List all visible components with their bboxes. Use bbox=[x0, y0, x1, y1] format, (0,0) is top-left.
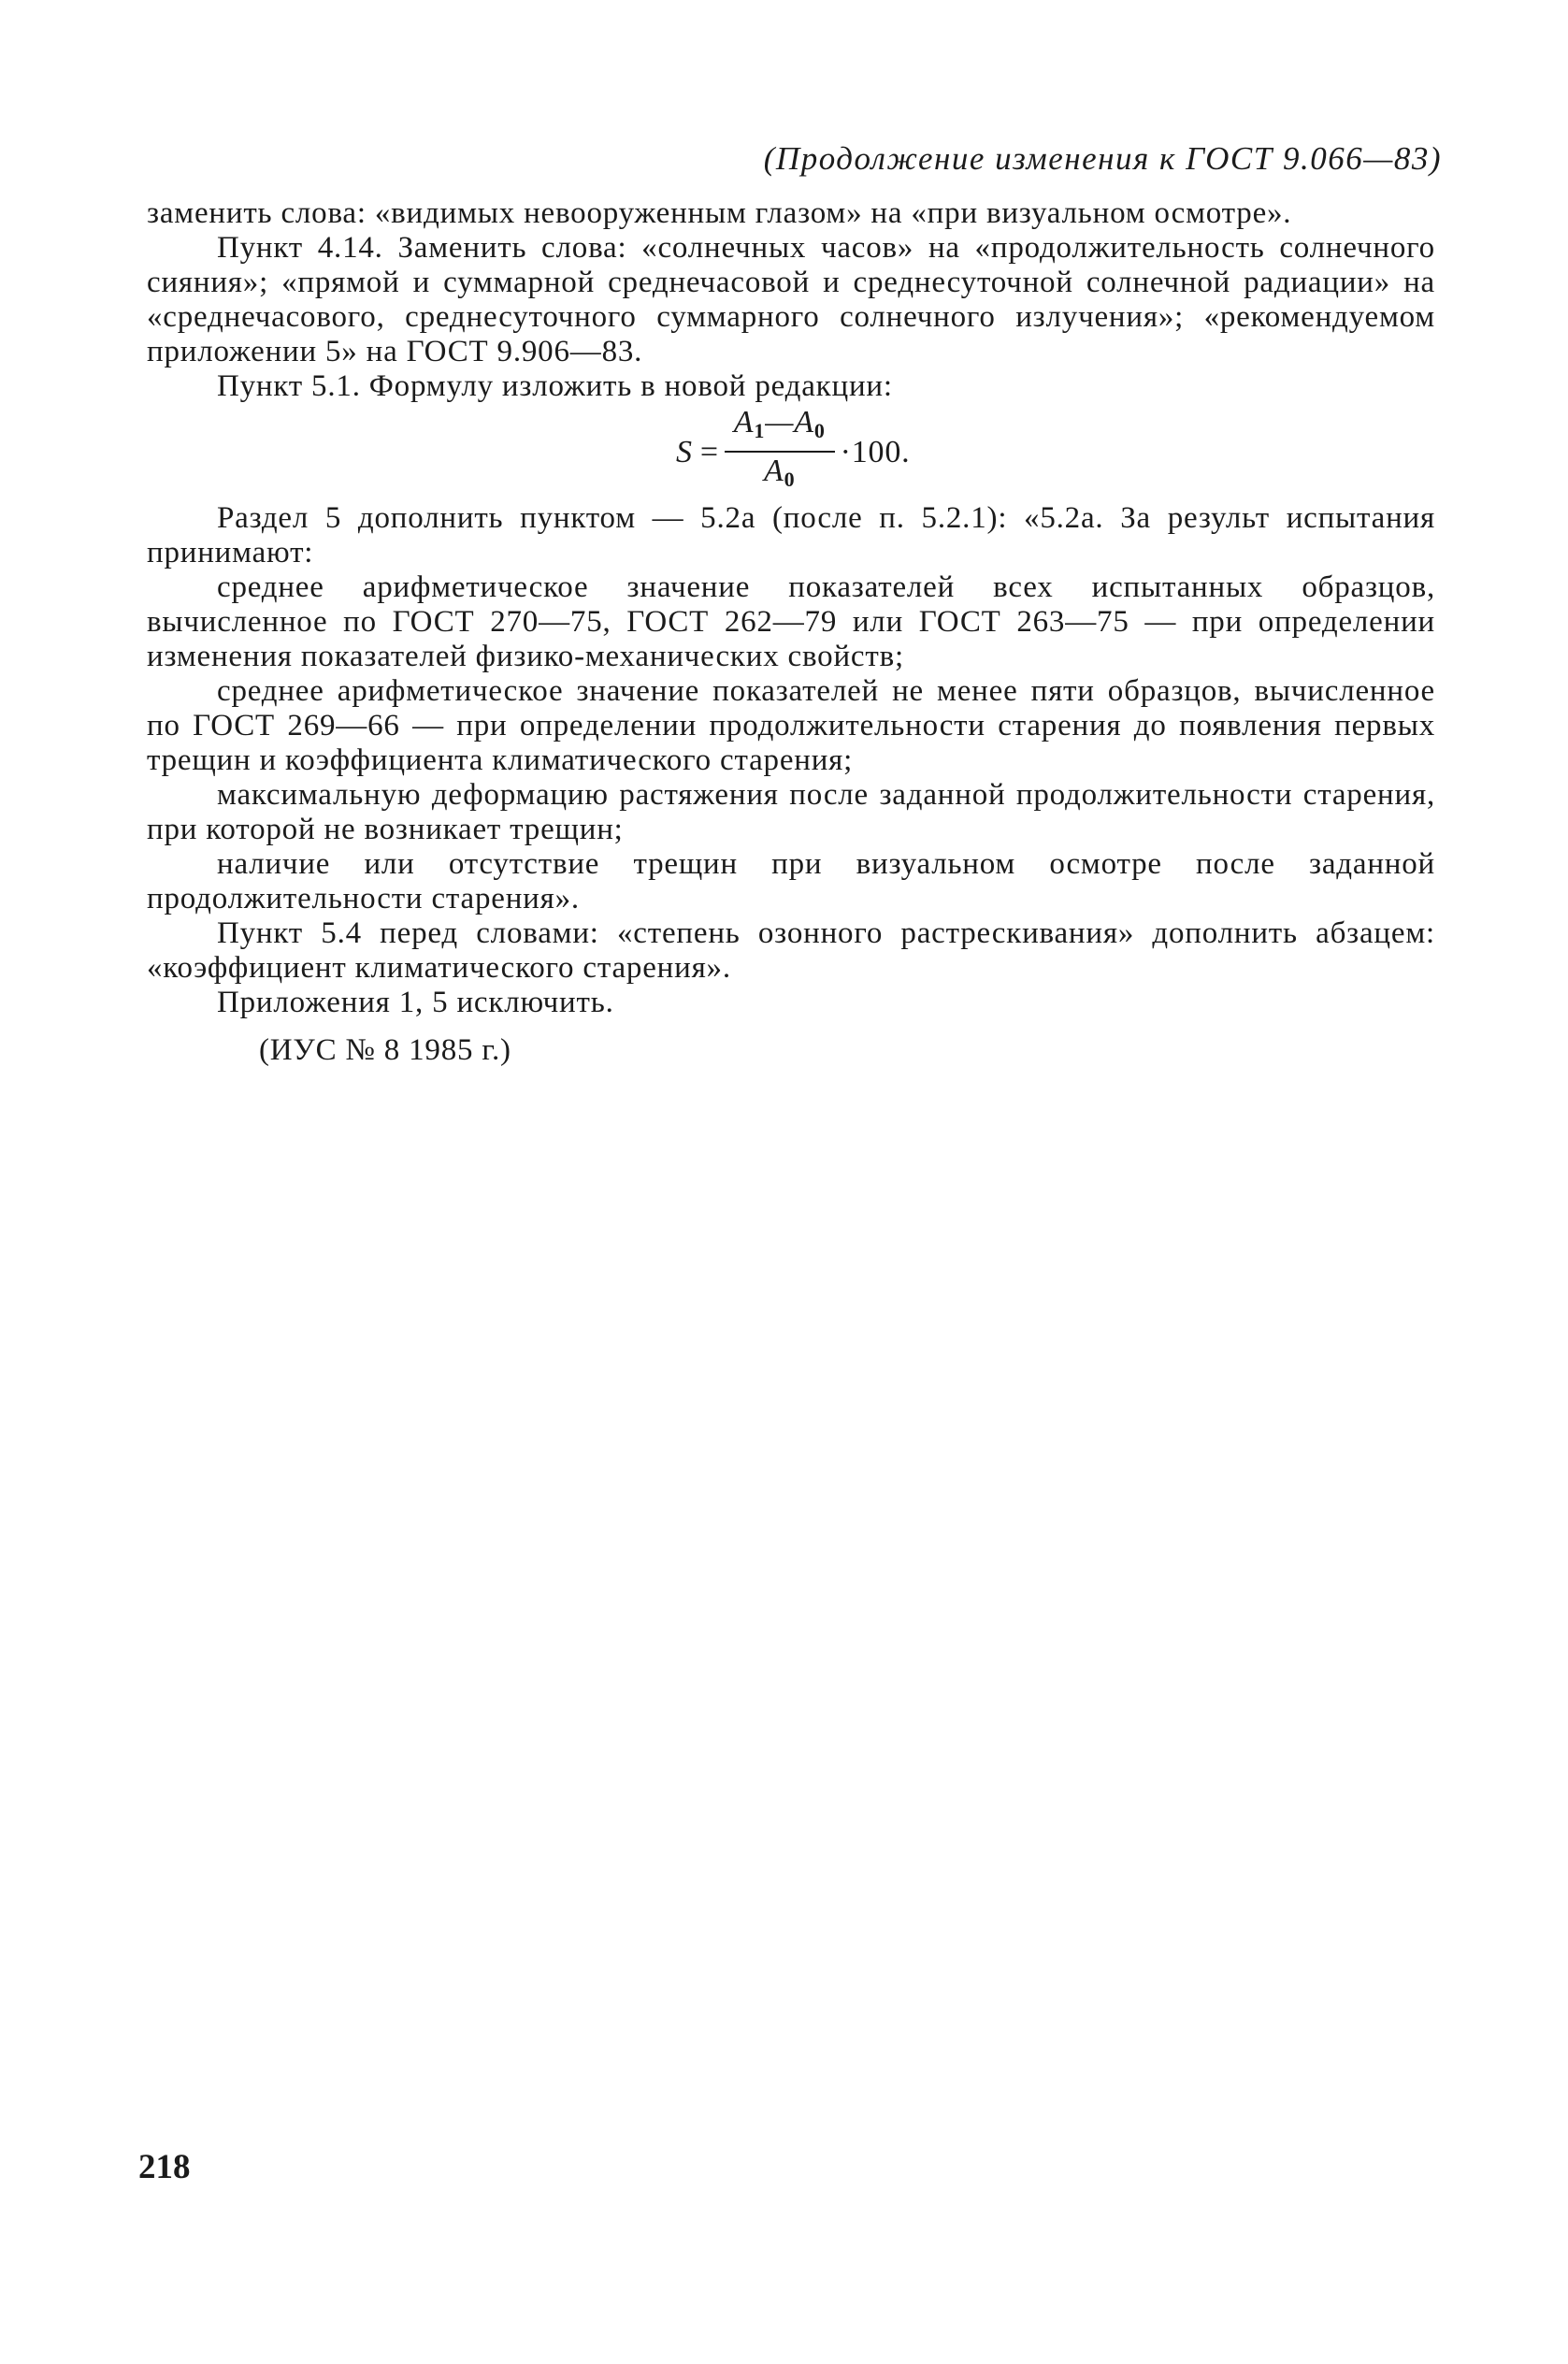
formula-equals: = bbox=[699, 434, 719, 469]
source-note: (ИУС № 8 1985 г.) bbox=[259, 1033, 511, 1067]
paragraph-continuation: заменить слова: «видимых невооруженным глазом» на «при визуальном осмотре». bbox=[147, 196, 1292, 230]
formula-denominator bbox=[764, 453, 795, 498]
paragraph-item-5-4: Пункт 5.4 перед словами: «степень озонного растрескивания» дополнить абзацем: «коэффициент климатического старения». bbox=[147, 916, 1435, 985]
paragraph-cracks: наличие или отсутствие трещин при визуальном осмотре после заданной продолжительности старения». bbox=[147, 847, 1435, 915]
formula bbox=[147, 405, 1435, 492]
paragraph-item-5-1: Пункт 5.1. Формулу изложить в новой редакции: bbox=[217, 369, 893, 403]
paragraph-max-deformation: максимальную деформацию растяжения после заданной продолжительности старения, при которой не возникает трещин; bbox=[147, 778, 1435, 846]
page-number: 218 bbox=[138, 2148, 191, 2186]
formula-fraction bbox=[725, 405, 835, 498]
document-body bbox=[147, 196, 1435, 1068]
formula-lhs: S bbox=[676, 434, 693, 469]
formula-numerator bbox=[725, 405, 835, 453]
paragraph-section-5: Раздел 5 дополнить пунктом — 5.2а (после п. 5.2.1): «5.2а. За результ испытания принимают: bbox=[147, 501, 1435, 569]
numerator-b: A bbox=[794, 405, 814, 440]
numerator-a-subscript: 1 bbox=[754, 419, 766, 442]
denominator-a: A bbox=[764, 454, 784, 488]
paragraph-appendices: Приложения 1, 5 исключить. bbox=[217, 986, 614, 1019]
denominator-subscript: 0 bbox=[784, 468, 796, 491]
page-header: (Продолжение изменения к ГОСТ 9.066—83) bbox=[763, 140, 1442, 177]
paragraph-item-4-14: Пункт 4.14. Заменить слова: «солнечных часов» на «продолжительность солнечного сияния»; «прямой и суммарной среднечасовой и среднесуточной солнечной радиации» на «среднечасового, среднесуточного суммарного солнечного излучения»; «рекомендуемом приложении 5» на ГОСТ 9.906—83. bbox=[147, 231, 1435, 368]
formula-multiplier: ·100. bbox=[840, 434, 911, 469]
numerator-minus: — bbox=[765, 405, 795, 440]
paragraph-average-five: среднее арифметическое значение показателей не менее пяти образцов, вычисленное по ГОСТ 269—66 — при определении продолжительности старения до появления первых трещин и коэффициента климатического старения; bbox=[147, 674, 1435, 777]
paragraph-average-all: среднее арифметическое значение показателей всех испытанных образцов, вычисленное по ГОСТ 270—75, ГОСТ 262—79 или ГОСТ 263—75 — при определении изменения показателей физико-механических свойств; bbox=[147, 570, 1435, 673]
numerator-b-subscript: 0 bbox=[813, 419, 826, 442]
numerator-a: A bbox=[733, 405, 755, 440]
